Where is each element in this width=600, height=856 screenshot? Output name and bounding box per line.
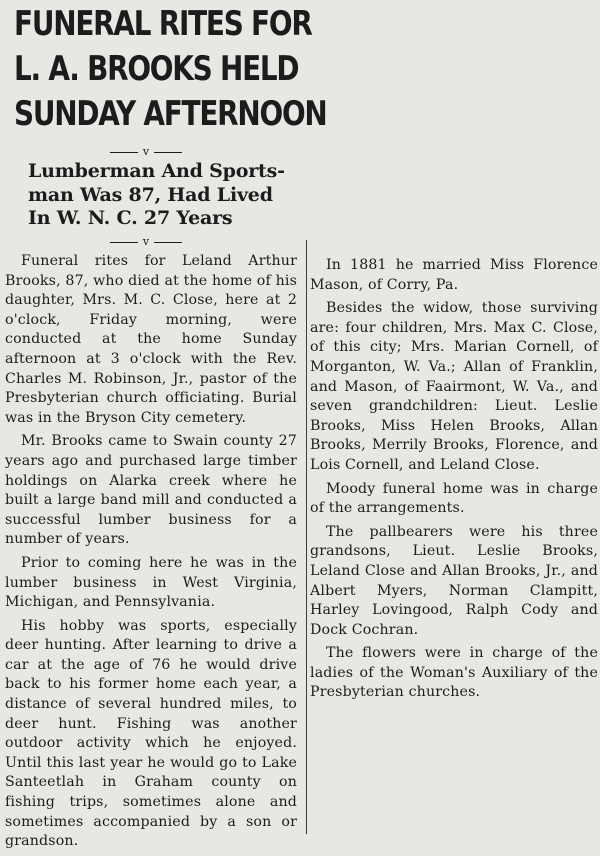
column-rule xyxy=(306,240,307,834)
article-paragraph: Funeral rites for Leland Arthur Brooks, 87, who died at the home of his daughter, Mrs. M. C. Close, here at 2 o'clock, Friday morning, were conducted at the home Sunday afternoon at 3 o'clock with the Rev. Charles M. Robinson, Jr., pastor of the Presbyterian church officiating. Burial was in the Bryson City cemetery. xyxy=(5,253,297,426)
headline xyxy=(14,2,327,137)
subheadline-line: man Was 87, Had Lived xyxy=(28,183,273,206)
subheadline-line: Lumberman And Sports- xyxy=(28,160,285,182)
headline-line: FUNERAL RITES FOR xyxy=(14,4,312,44)
headline-line: L. A. BROOKS HELD xyxy=(14,49,299,89)
article-column-left xyxy=(5,252,297,856)
separator-mark: v xyxy=(142,145,150,158)
headline-separator xyxy=(110,145,182,159)
article-paragraph: In 1881 he married Miss Florence Mason, of Corry, Pa. xyxy=(310,257,598,293)
article-paragraph: Prior to coming here he was in the lumber business in West Virginia, Michigan, and Pennsylvania. xyxy=(5,554,297,611)
separator-mark: v xyxy=(142,235,150,248)
article-paragraph: Mr. Brooks came to Swain county 27 years ago and purchased large timber holdings on Alarka creek where he built a large band mill and conducted a successful lumber business for a number of years. xyxy=(5,433,297,548)
article-paragraph: The pallbearers were his three grandsons, Lieut. Leslie Brooks, Leland Close and Allan Brooks, Jr., and Albert Myers, Norman Clampitt, Harley Lovingood, Ralph Cody and Dock Cochran. xyxy=(310,523,598,638)
headline-line: SUNDAY AFTERNOON xyxy=(14,94,327,134)
article-column-right xyxy=(310,256,598,707)
article-paragraph: Moody funeral home was in charge of the arrangements. xyxy=(310,480,598,517)
article-paragraph: The flowers were in charge of the ladies of the Woman's Auxiliary of the Presbyterian churches. xyxy=(310,645,598,701)
subheadline-line: In W. N. C. 27 Years xyxy=(28,207,233,229)
article-paragraph: Besides the widow, those surviving are: four children, Mrs. Max C. Close, of this city; Mrs. Marian Cornell, of Morganton, W. Va.; Allan of Franklin, and Mason, of Faairmont, W. Va., and seven grandchildren: Lieut. Leslie Brooks, Miss Helen Brooks, Allan Brooks, Merrily Brooks, Florence, and Lois Cornell, and Leland Close. xyxy=(310,300,598,473)
article-paragraph: His hobby was sports, especially deer hunting. After learning to drive a car at the age of 76 he would drive back to his former home each year, a distance of several hundred miles, to deer hunt. Fishing was another outdoor activity which he enjoyed. Until this last year he would go to Lake Santeetlah in Graham county on fishing trips, sometimes alone and sometimes accompanied by a son or grandson. xyxy=(5,617,297,850)
subheadline-separator xyxy=(110,235,182,249)
subheadline xyxy=(28,160,308,231)
